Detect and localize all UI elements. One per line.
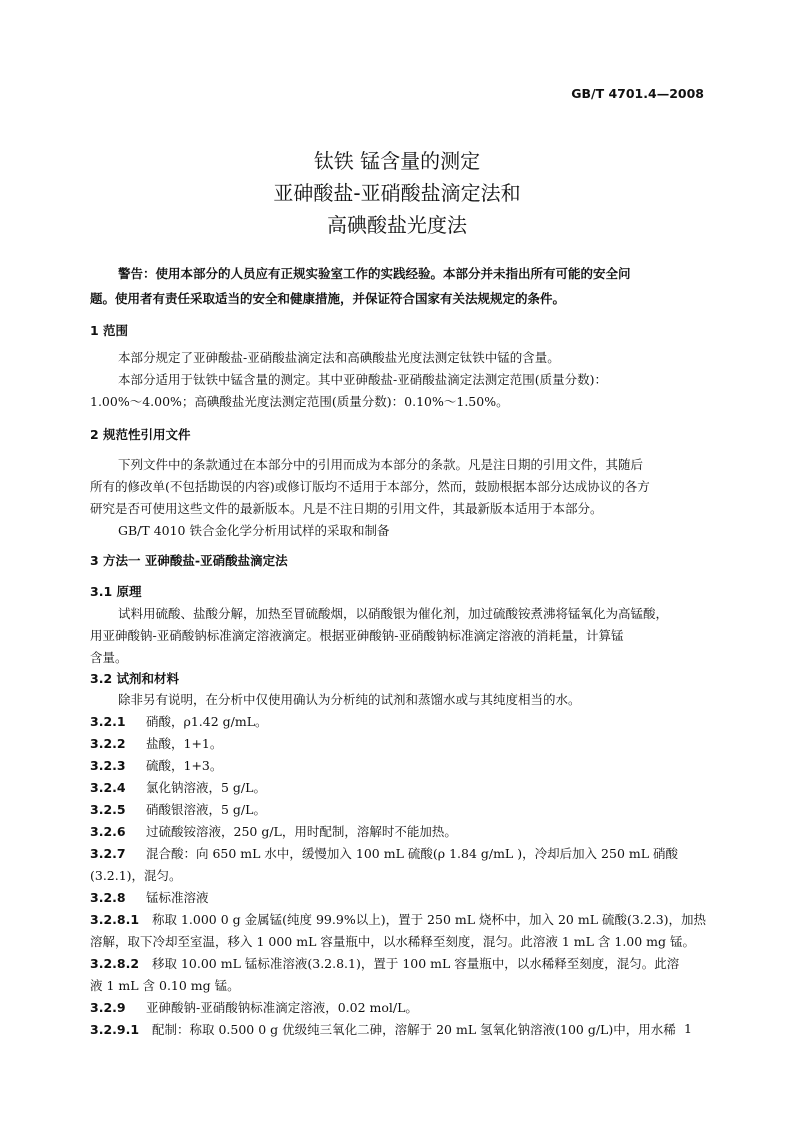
warning-line-2: 题。使用者有责任采取适当的安全和健康措施，并保证符合国家有关法规规定的条件。 bbox=[90, 291, 566, 306]
section-2-heading: 2 规范性引用文件 bbox=[90, 427, 191, 442]
item-3-2-2 bbox=[90, 734, 222, 752]
section-2-para-line-1: 下列文件中的条款通过在本部分中的引用而成为本部分的条款。凡是注日期的引用文件，其随后 bbox=[118, 457, 644, 472]
item-number: 3.2.4 bbox=[90, 780, 126, 795]
item-text: 硝酸，ρ1.42 g/mL。 bbox=[146, 714, 268, 729]
item-text: 氯化钠溶液，5 g/L。 bbox=[146, 780, 266, 795]
item-text: 硫酸，1+3。 bbox=[146, 758, 223, 773]
item-3-2-7-line-2: (3.2.1)，混匀。 bbox=[90, 868, 182, 883]
section-3-heading: 3 方法一 亚砷酸盐-亚硝酸盐滴定法 bbox=[90, 553, 288, 568]
section-3-2-heading: 3.2 试剂和材料 bbox=[90, 671, 179, 686]
item-text: 配制：称取 0.500 0 g 优级纯三氧化二砷，溶解于 20 mL 氢氧化钠溶液(100 g/L)中，用水稀 bbox=[152, 1022, 676, 1037]
item-3-2-6 bbox=[90, 822, 457, 840]
warning-line-1: 警告：使用本部分的人员应有正规实验室工作的实践经验。本部分并未指出所有可能的安全问 bbox=[118, 266, 631, 281]
section-1-para-2-line-2: 1.00%～4.00%；高碘酸盐光度法测定范围(质量分数)：0.10%～1.50%。 bbox=[90, 394, 509, 409]
item-number: 3.2.7 bbox=[90, 846, 126, 861]
section-1-para-1: 本部分规定了亚砷酸盐-亚硝酸盐滴定法和高碘酸盐光度法测定钛铁中锰的含量。 bbox=[118, 350, 560, 365]
item-number: 3.2.1 bbox=[90, 714, 126, 729]
item-number: 3.2.2 bbox=[90, 736, 126, 751]
standard-number: GB/T 4701.4—2008 bbox=[571, 86, 704, 101]
page-number: 1 bbox=[684, 1021, 692, 1036]
title-line-3: 高碘酸盐光度法 bbox=[327, 213, 467, 237]
item-text: 盐酸，1+1。 bbox=[146, 736, 223, 751]
item-3-2-8-2-line-2: 液 1 mL 含 0.10 mg 锰。 bbox=[90, 978, 240, 993]
item-number: 3.2.9.1 bbox=[90, 1022, 140, 1037]
item-number: 3.2.9 bbox=[90, 1000, 126, 1015]
item-text: 移取 10.00 mL 锰标准溶液(3.2.8.1)，置于 100 mL 容量瓶中，以水稀释至刻度，混匀。此溶 bbox=[152, 956, 680, 971]
item-3-2-1 bbox=[90, 712, 268, 730]
item-3-2-8 bbox=[90, 888, 209, 906]
section-1-heading: 1 范围 bbox=[90, 323, 129, 338]
section-3-1-line-1: 试料用硫酸、盐酸分解，加热至冒硫酸烟，以硝酸银为催化剂，加过硫酸铵煮沸将锰氧化为高锰酸， bbox=[118, 606, 669, 621]
item-number: 3.2.8 bbox=[90, 890, 126, 905]
item-3-2-4 bbox=[90, 778, 266, 796]
item-3-2-3 bbox=[90, 756, 222, 774]
item-number: 3.2.8.1 bbox=[90, 912, 140, 927]
item-3-2-9 bbox=[90, 998, 418, 1016]
item-number: 3.2.5 bbox=[90, 802, 126, 817]
title-line-1: 钛铁 锰含量的测定 bbox=[313, 149, 481, 173]
item-3-2-8-2 bbox=[90, 954, 679, 972]
item-text: 称取 1.000 0 g 金属锰(纯度 99.9%以上)，置于 250 mL 烧杯中，加入 20 mL 硫酸(3.2.3)，加热 bbox=[152, 912, 707, 927]
item-3-2-5 bbox=[90, 800, 266, 818]
section-3-1-line-2: 用亚砷酸钠-亚硝酸钠标准滴定溶液滴定。根据亚砷酸钠-亚硝酸钠标准滴定溶液的消耗量，计算锰 bbox=[90, 628, 624, 643]
item-3-2-8-1-line-2: 溶解，取下冷却至室温，移入 1 000 mL 容量瓶中，以水稀释至刻度，混匀。此溶液 1 mL 含 1.00 mg 锰。 bbox=[90, 934, 695, 949]
item-number: 3.2.8.2 bbox=[90, 956, 140, 971]
item-3-2-8-1 bbox=[90, 910, 706, 928]
item-number: 3.2.6 bbox=[90, 824, 126, 839]
section-1-para-2-line-1: 本部分适用于钛铁中锰含量的测定。其中亚砷酸盐-亚硝酸盐滴定法测定范围(质量分数)： bbox=[118, 372, 607, 387]
section-3-2-intro: 除非另有说明，在分析中仅使用确认为分析纯的试剂和蒸馏水或与其纯度相当的水。 bbox=[118, 692, 581, 707]
item-text: 混合酸：向 650 mL 水中，缓慢加入 100 mL 硫酸(ρ 1.84 g/mL )，冷却后加入 250 mL 硝酸 bbox=[146, 846, 679, 861]
section-2-para-line-3: 研究是否可使用这些文件的最新版本。凡是不注日期的引用文件，其最新版本适用于本部分。 bbox=[90, 501, 603, 516]
section-3-1-line-3: 含量。 bbox=[90, 650, 128, 665]
item-3-2-9-1 bbox=[90, 1020, 680, 1038]
item-text: 过硫酸铵溶液，250 g/L，用时配制，溶解时不能加热。 bbox=[146, 824, 457, 839]
item-text: 亚砷酸钠-亚硝酸钠标准滴定溶液，0.02 mol/L。 bbox=[146, 1000, 418, 1015]
section-3-1-heading: 3.1 原理 bbox=[90, 584, 142, 599]
item-text: 硝酸银溶液，5 g/L。 bbox=[146, 802, 266, 817]
item-text: 锰标准溶液 bbox=[146, 890, 209, 905]
title-line-2: 亚砷酸盐-亚硝酸盐滴定法和 bbox=[273, 181, 521, 205]
item-number: 3.2.3 bbox=[90, 758, 126, 773]
item-3-2-7 bbox=[90, 844, 678, 862]
section-2-para-line-2: 所有的修改单(不包括勘误的内容)或修订版均不适用于本部分，然而，鼓励根据本部分达成协议的各方 bbox=[90, 479, 650, 494]
section-2-reference: GB/T 4010 铁合金化学分析用试样的采取和制备 bbox=[118, 523, 390, 538]
